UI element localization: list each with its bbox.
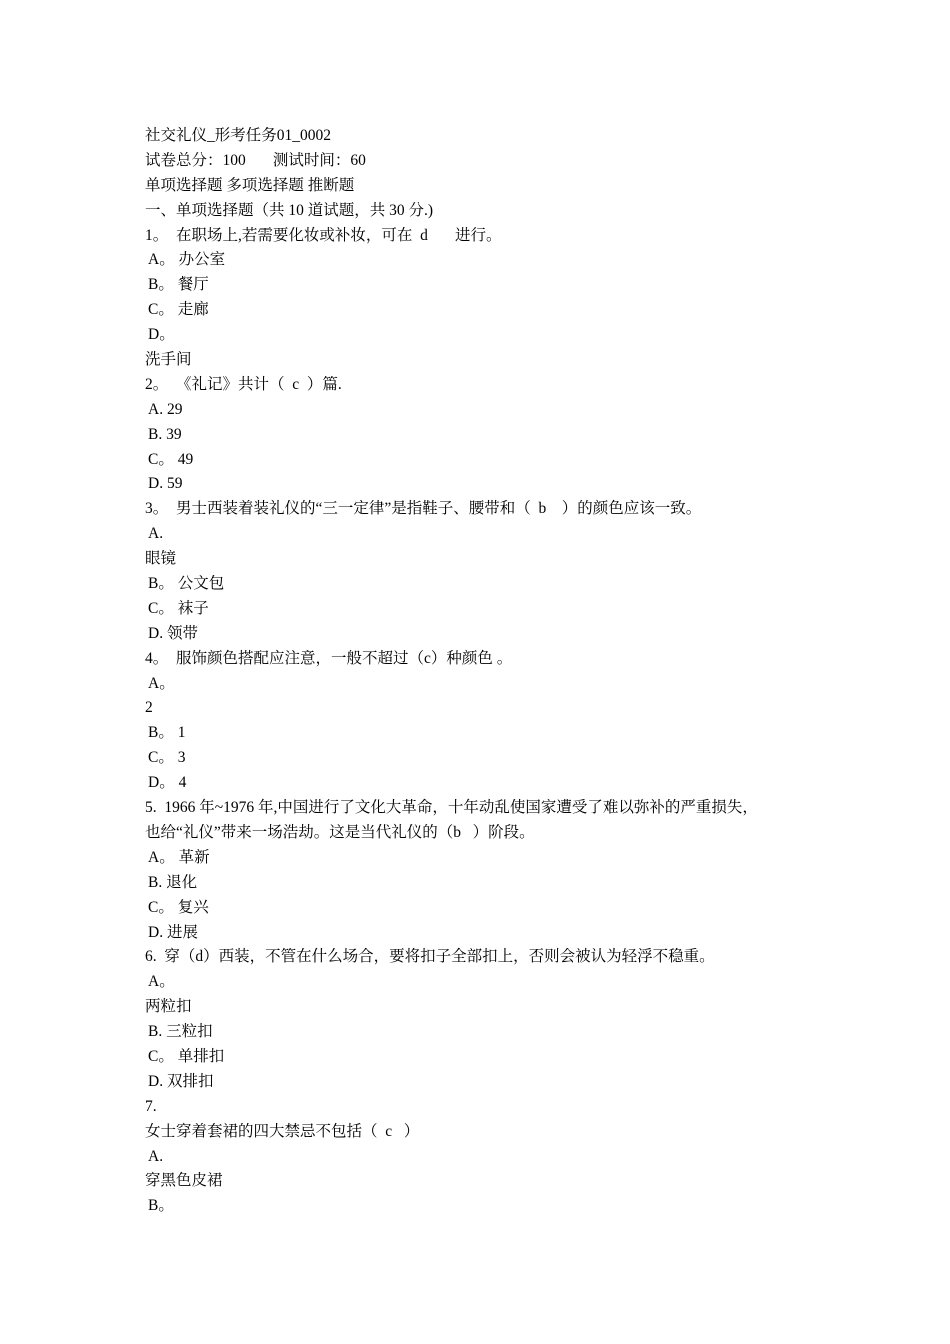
section-heading: 一、单项选择题（共 10 道试题，共 30 分.) (145, 201, 434, 219)
question-line: 也给“礼仪”带来一场浩劫。这是当代礼仪的（b ）阶段。 (145, 823, 535, 841)
answer-option: A。 (148, 973, 175, 991)
question-type-nav: 单项选择题 多项选择题 推断题 (145, 176, 355, 194)
question-line: 3。 男士西装着装礼仪的“三一定律”是指鞋子、腰带和（ b ）的颜色应该一致。 (145, 500, 702, 518)
answer-option: B。 餐厅 (148, 276, 209, 294)
answer-option: D. 进展 (148, 923, 198, 941)
answer-option: D. 59 (148, 475, 183, 493)
exam-meta: 试卷总分：100 测试时间：60 (145, 151, 366, 169)
question-line: 女士穿着套裙的四大禁忌不包括（ c ） (145, 1122, 420, 1140)
answer-option: C。 3 (148, 749, 186, 767)
question-line: 洗手间 (145, 351, 192, 369)
answer-option: D. 领带 (148, 624, 198, 642)
answer-option: C。 单排扣 (148, 1047, 225, 1065)
answer-option: B。 (148, 1197, 174, 1215)
question-line: 2。 《礼记》共计（ c ）篇. (145, 375, 342, 393)
document-title: 社交礼仪_形考任务01_0002 (145, 127, 332, 144)
question-line: 1。 在职场上,若需要化妆或补妆，可在 d 进行。 (145, 226, 502, 244)
answer-option: B. 退化 (148, 873, 198, 891)
document-body (145, 124, 825, 1219)
question-line: 4。 服饰颜色搭配应注意，一般不超过（c）种颜色 。 (145, 649, 513, 667)
answer-option: A。 办公室 (148, 251, 226, 269)
answer-option: A. 29 (148, 400, 183, 418)
answer-option: B。 公文包 (148, 575, 225, 593)
question-line: 5. 1966 年~1976 年,中国进行了文化大革命，十年动乱使国家遭受了难以弥补的严重损失， (145, 799, 758, 817)
answer-option: C。 袜子 (148, 599, 209, 617)
answer-option: B。 1 (148, 724, 186, 742)
answer-option: D。 4 (148, 774, 187, 792)
answer-option: D。 (148, 326, 175, 344)
question-line: 两粒扣 (145, 998, 192, 1016)
answer-option: D. 双排扣 (148, 1072, 214, 1090)
answer-option: C。 走廊 (148, 301, 209, 319)
answer-option: C。 复兴 (148, 898, 209, 916)
question-line: 6. 穿（d）西装，不管在什么场合，要将扣子全部扣上，否则会被认为轻浮不稳重。 (145, 948, 715, 966)
answer-option: B. 39 (148, 425, 182, 443)
answer-option: A。 (148, 674, 175, 692)
answer-option: A。 革新 (148, 848, 210, 866)
question-list (145, 224, 825, 1220)
question-line: 眼镜 (145, 550, 177, 568)
answer-option: C。 49 (148, 450, 194, 468)
question-line: 穿黑色皮裙 (145, 1172, 223, 1190)
answer-option: B. 三粒扣 (148, 1023, 213, 1041)
answer-option: A. (148, 525, 164, 543)
answer-option: A. (148, 1147, 164, 1165)
question-line: 7. (145, 1097, 157, 1115)
question-line: 2 (145, 699, 153, 717)
